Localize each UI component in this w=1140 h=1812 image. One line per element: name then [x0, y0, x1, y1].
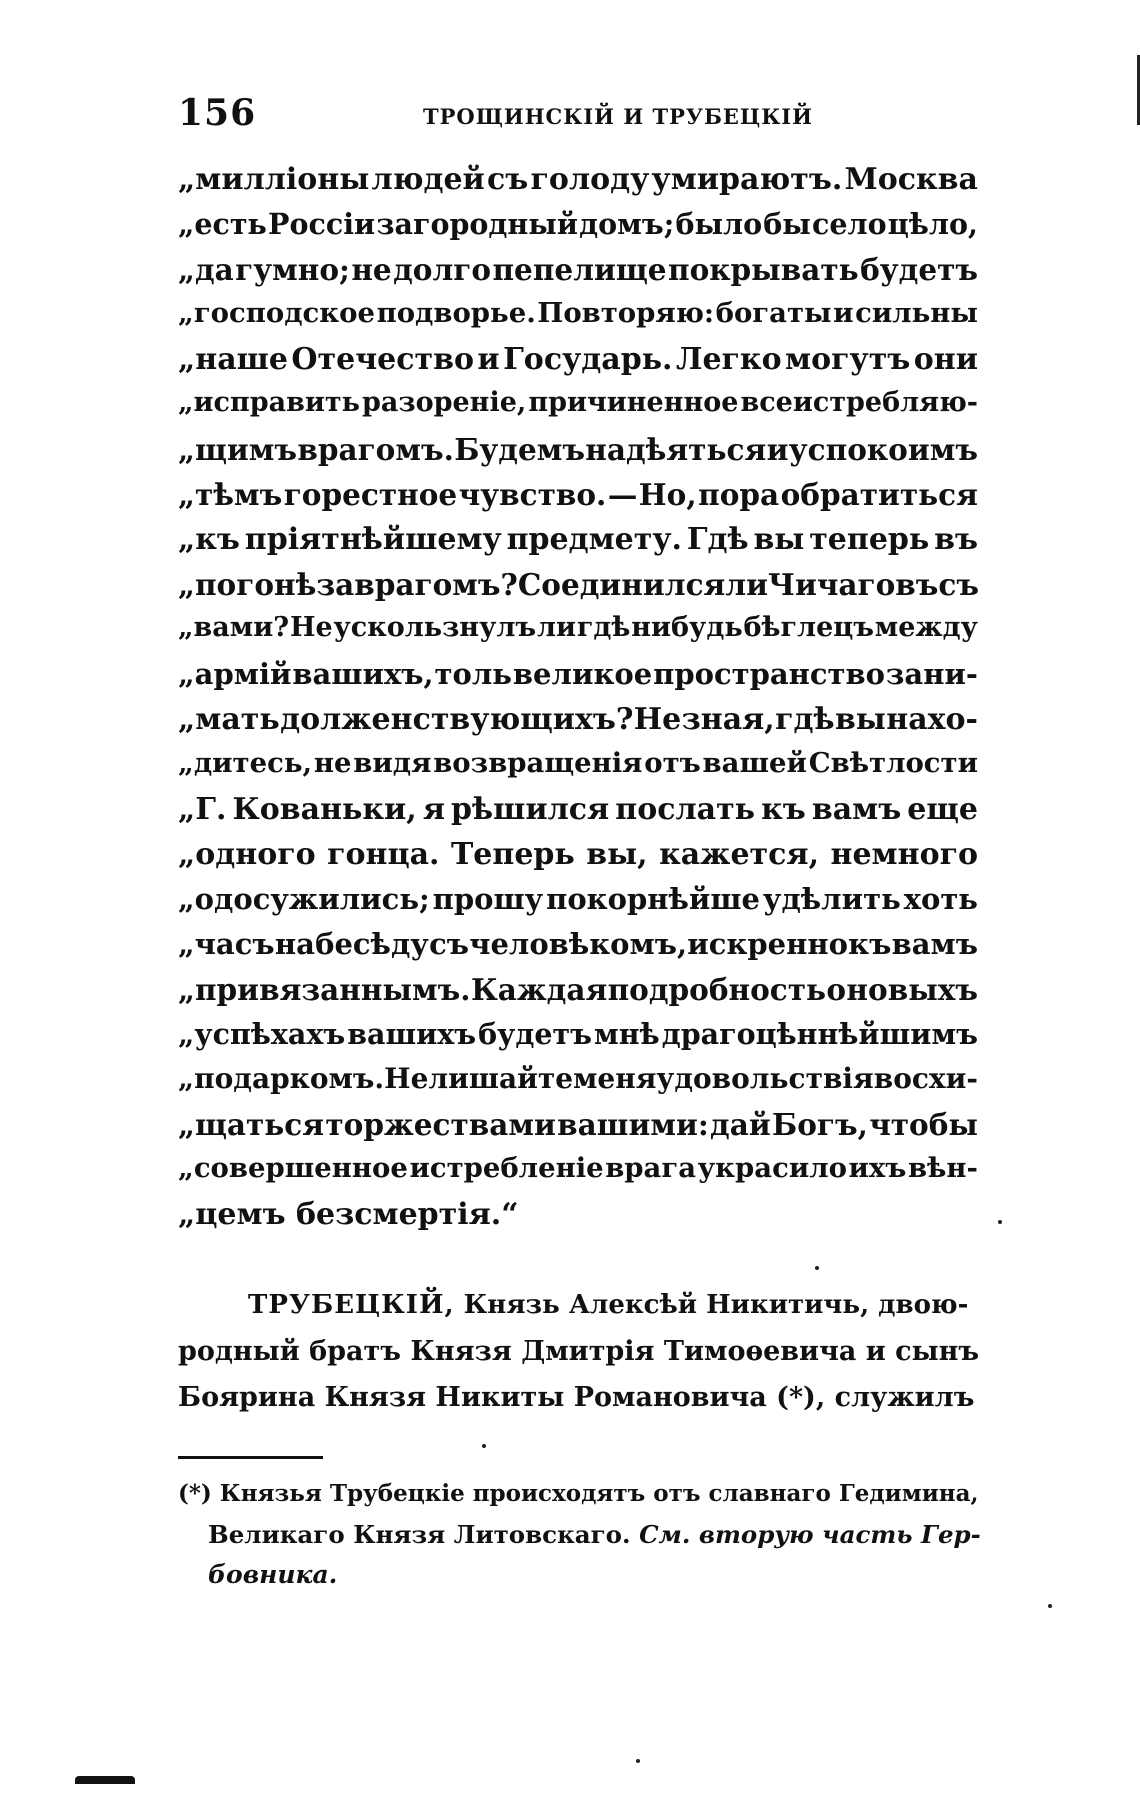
entry-line: [178, 1290, 978, 1336]
quote-word: и: [833, 297, 854, 329]
quote-line: [178, 297, 978, 342]
quote-word: вашихъ,: [292, 657, 434, 691]
quote-word: „дитесь,: [178, 747, 313, 779]
quote-word: Не: [384, 1062, 429, 1095]
quote-word: дай: [710, 1107, 771, 1142]
quote-word: врага: [605, 1152, 697, 1184]
quote-word: нибудь: [631, 612, 743, 643]
footnote: [178, 1480, 988, 1600]
quote-word: и: [766, 432, 789, 467]
quote-word: всеистребляю-: [740, 387, 978, 418]
quote-line: [178, 1062, 978, 1107]
quote-word: будетъ: [478, 1017, 593, 1051]
scan-speck: [998, 1220, 1002, 1224]
quote-word: нахо-: [886, 702, 978, 737]
quote-word: еще: [907, 792, 978, 827]
footnote-reference: См. вторую часть Гер-: [639, 1520, 981, 1549]
quote-word: не: [351, 252, 392, 287]
quote-word: причиненное: [528, 387, 739, 418]
quote-word: ускользнулъ: [333, 612, 537, 643]
quote-word: ли: [725, 567, 769, 602]
quote-word: Чичаговъ: [768, 567, 939, 602]
quote-word: Россіи: [268, 207, 376, 241]
quote-word: не: [313, 747, 352, 779]
quote-word: истребленіе: [409, 1152, 604, 1184]
quote-word: чувство.: [458, 477, 607, 512]
page-number: 156: [178, 92, 257, 134]
quote-word: Повторяю:: [537, 297, 715, 329]
quote-word: подробность: [607, 972, 827, 1007]
quote-word: вы: [753, 522, 805, 557]
quote-line: [178, 522, 978, 567]
quote-word: съ: [429, 927, 469, 961]
quote-word: бѣглецъ: [743, 612, 874, 643]
quote-word: въ: [934, 522, 978, 557]
quote-word: зная,: [681, 702, 775, 737]
quote-line: [178, 882, 978, 927]
quote-word: „успѣхахъ: [178, 1017, 346, 1051]
quote-word: „одосужились;: [178, 882, 430, 916]
scan-smudge: [75, 1776, 135, 1784]
quote-word: немного: [830, 837, 978, 872]
entry-name: ТРУБЕЦКІЙ,: [248, 1290, 455, 1320]
quote-line: [178, 927, 978, 972]
quote-word: видя: [353, 747, 432, 779]
quote-line: [178, 567, 978, 612]
quote-word: вы,: [586, 837, 648, 872]
quote-word: о: [826, 972, 847, 1007]
quote-word: „есть: [178, 207, 267, 241]
quote-word: загородный: [376, 207, 578, 241]
quote-word: они: [913, 342, 978, 377]
quote-word: „вами?: [178, 612, 290, 643]
quote-word: гонца.: [327, 837, 440, 872]
quote-word: ихъ: [848, 1152, 907, 1184]
quote-word: удѣлить: [762, 882, 901, 916]
quote-word: послать: [615, 792, 756, 827]
quote-word: долженствующихъ?: [280, 702, 634, 737]
quote-word: „щаться: [178, 1107, 325, 1142]
quote-word: толь: [434, 657, 512, 691]
quote-word: „къ: [178, 522, 240, 557]
quote-word: возвращенія: [433, 747, 643, 779]
quote-word: домъ;: [579, 207, 675, 241]
quote-word: было: [675, 207, 763, 241]
quote-word: успокоимъ: [788, 432, 978, 467]
quote-line: „цемъ безсмертія.“: [178, 1197, 519, 1232]
quote-line: [178, 162, 978, 207]
quote-word: вамъ: [811, 792, 902, 827]
quote-word: Государь.: [503, 342, 673, 377]
quote-word: покорнѣйше: [546, 882, 760, 916]
quote-word: прошу: [432, 882, 544, 916]
quote-word: „Г.: [178, 792, 227, 827]
quote-word: вашими:: [557, 1107, 709, 1142]
quote-word: сильны: [855, 297, 978, 329]
quote-word: пора: [698, 477, 780, 512]
quoted-letter: [178, 162, 978, 1242]
quote-word: „совершенное: [178, 1152, 408, 1184]
quote-line: [178, 657, 978, 702]
quote-word: гдѣ: [775, 702, 835, 737]
quote-word: Будемъ: [454, 432, 585, 467]
quote-word: удовольствія: [656, 1062, 874, 1095]
quote-word: вамъ: [891, 927, 978, 961]
quote-word: Каждая: [470, 972, 608, 1007]
quote-word: чтобы: [869, 1107, 978, 1142]
quote-word: предмету.: [506, 522, 682, 557]
quote-word: Свѣтлости: [808, 747, 978, 779]
quote-word: Не: [633, 702, 682, 737]
page-header: [178, 92, 978, 142]
quote-word: надѣяться: [585, 432, 767, 467]
quote-line: [178, 972, 978, 1017]
quote-word: хоть: [903, 882, 978, 916]
quote-word: Соединился: [517, 567, 726, 602]
quote-word: ли: [536, 612, 577, 643]
quote-word: кажется,: [659, 837, 820, 872]
quote-word: пепелище: [492, 252, 667, 287]
quote-word: съ: [487, 162, 529, 197]
quote-word: умираютъ.: [651, 162, 843, 197]
quote-word: Гдѣ: [686, 522, 749, 557]
quote-word: голоду: [530, 162, 650, 197]
quote-word: драгоцѣннѣйшимъ: [661, 1017, 978, 1051]
quote-line: [178, 1152, 978, 1197]
quote-word: „наше: [178, 342, 288, 377]
quote-word: „часъ: [178, 927, 275, 961]
quote-word: Не: [289, 612, 333, 643]
quote-line: [178, 612, 978, 657]
quote-word: покрывать: [667, 252, 859, 287]
quote-word: „мать: [178, 702, 280, 737]
scan-speck: [815, 1266, 819, 1270]
quote-line: [178, 207, 978, 252]
quote-word: разореніе,: [362, 387, 527, 418]
quote-word: вашихъ: [347, 1017, 477, 1051]
quote-word: гумно;: [235, 252, 350, 287]
footnote-divider: [178, 1456, 323, 1459]
quote-line: [178, 747, 978, 792]
footnote-text: Великаго Князя Литовскаго.: [208, 1520, 640, 1549]
quote-word: Теперь: [450, 837, 575, 872]
quote-word: подворье.: [376, 297, 536, 329]
quote-word: лишайте: [428, 1062, 574, 1095]
quote-word: зани-: [885, 657, 978, 691]
quote-word: отъ: [644, 747, 701, 779]
quote-word: торжествами: [325, 1107, 556, 1142]
scan-speck: [636, 1759, 640, 1763]
quote-line: [178, 387, 978, 432]
scan-speck: [1048, 1604, 1052, 1608]
quote-word: вашей: [702, 747, 807, 779]
quote-word: „привязаннымъ.: [178, 972, 471, 1007]
quote-word: „погонѣ: [178, 567, 317, 602]
quote-word: обратиться: [780, 477, 978, 512]
quote-word: великое: [512, 657, 653, 691]
quote-word: къ: [848, 927, 892, 961]
quote-word: гдѣ: [576, 612, 631, 643]
quote-word: село: [812, 207, 887, 241]
entry-line-text: Князь Алексѣй Никитичь, двою-: [454, 1290, 969, 1320]
quote-line: [178, 477, 978, 522]
quote-line: [178, 1017, 978, 1062]
quote-word: богаты: [715, 297, 832, 329]
quote-word: бесѣду: [315, 927, 429, 961]
quote-word: „милліоны: [178, 162, 370, 197]
quote-word: горестное: [283, 477, 458, 512]
scan-speck: [482, 1444, 486, 1448]
quote-word: украсило: [697, 1152, 847, 1184]
footnote-line: бовника.: [208, 1560, 338, 1589]
quote-word: „да: [178, 252, 234, 287]
quote-word: мнѣ: [594, 1017, 660, 1051]
quote-line: [178, 432, 978, 477]
quote-word: могутъ: [785, 342, 911, 377]
quote-word: людей: [371, 162, 485, 197]
quote-line: [178, 252, 978, 297]
quote-word: къ: [761, 792, 806, 827]
quote-word: —: [607, 477, 638, 512]
quote-word: „подаркомъ.: [178, 1062, 385, 1095]
quote-word: „щимъ: [178, 432, 298, 467]
quote-line: [178, 1107, 978, 1152]
quote-word: искренно: [687, 927, 848, 961]
quote-word: „армій: [178, 657, 292, 691]
quote-word: врагомъ.: [297, 432, 454, 467]
quote-word: „исправить: [178, 387, 360, 418]
quote-word: между: [874, 612, 978, 643]
entry-line: Боярина Князя Никиты Романовича (*), служилъ: [178, 1382, 975, 1413]
quote-word: „господское: [178, 297, 375, 329]
footnote-line: (*) Князья Трубецкіе происходятъ отъ славнаго Гедимина,: [178, 1480, 979, 1507]
quote-word: бы: [763, 207, 811, 241]
quote-word: врагомъ?: [354, 567, 518, 602]
quote-word: за: [316, 567, 355, 602]
quote-word: и: [477, 342, 500, 377]
quote-word: Легко: [675, 342, 782, 377]
quote-word: человѣкомъ,: [469, 927, 688, 961]
quote-word: пространство: [653, 657, 885, 691]
quote-word: Богъ,: [772, 1107, 868, 1142]
quote-line: [178, 702, 978, 747]
quote-word: теперь: [809, 522, 930, 557]
quote-line: [178, 792, 978, 837]
quote-word: вѣн-: [907, 1152, 978, 1184]
quote-line: [178, 837, 978, 882]
quote-word: восхи-: [873, 1062, 978, 1095]
footnote-line: [178, 1520, 988, 1560]
quote-word: меня: [573, 1062, 657, 1095]
quote-word: „одного: [178, 837, 316, 872]
quote-word: долго: [393, 252, 492, 287]
entry-line: родный братъ Князя Дмитрія Тимоѳевича и сынъ: [178, 1336, 980, 1367]
quote-word: я: [422, 792, 445, 827]
quote-word: съ: [938, 567, 980, 602]
quote-word: новыхъ: [846, 972, 978, 1007]
quote-word: цѣло,: [887, 207, 978, 241]
quote-word: рѣшился: [451, 792, 610, 827]
biography-entry: [178, 1290, 978, 1428]
quote-word: на: [274, 927, 315, 961]
quote-line: [178, 342, 978, 387]
quote-word: вы: [834, 702, 886, 737]
quote-word: Кованьки,: [232, 792, 417, 827]
quote-word: Отечество: [291, 342, 474, 377]
quote-word: Москва: [844, 162, 978, 197]
quote-word: пріятнѣйшему: [244, 522, 502, 557]
running-head: ТРОЩИНСКІЙ И ТРУБЕЦКІЙ: [423, 104, 813, 129]
quote-word: „тѣмъ: [178, 477, 283, 512]
quote-word: Но,: [638, 477, 697, 512]
quote-word: будетъ: [860, 252, 978, 287]
